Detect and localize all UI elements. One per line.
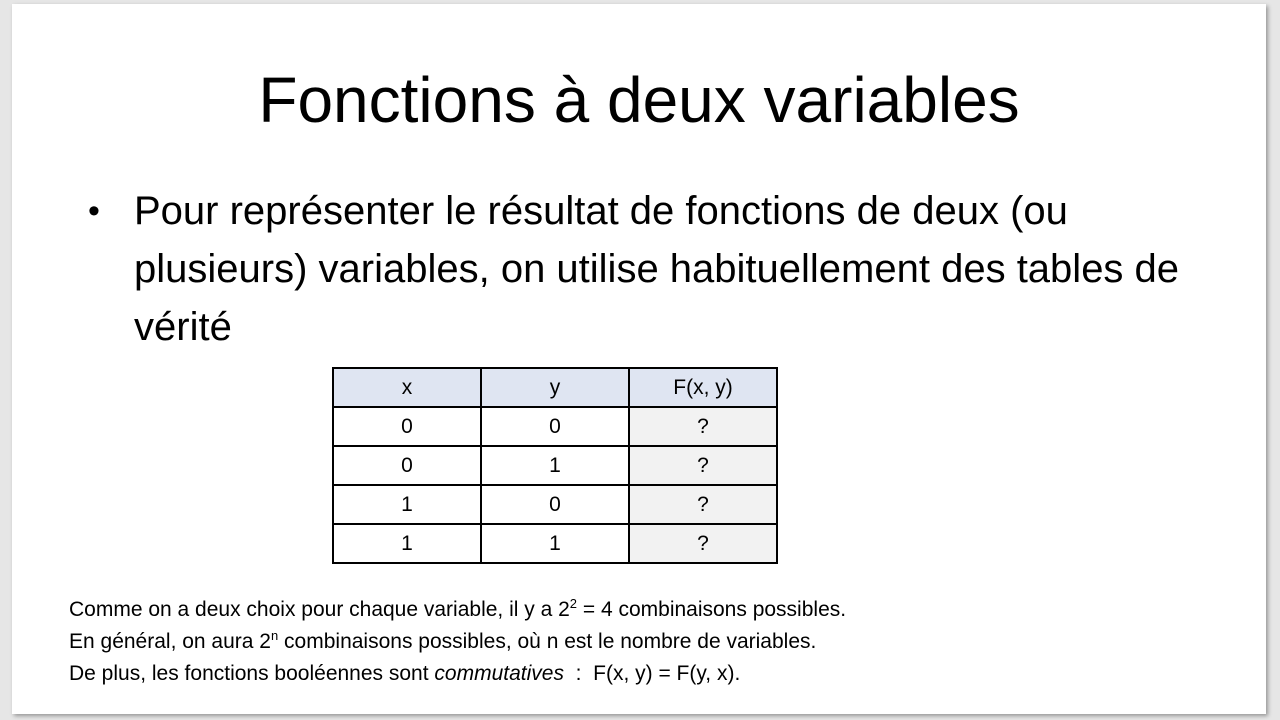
cell-x: 0 <box>333 407 481 446</box>
exponent: n <box>270 628 279 643</box>
note-text: = 4 combinaisons possibles. <box>577 598 847 621</box>
note-text: Comme on a deux choix pour chaque variable, il y a 2 <box>69 598 570 621</box>
header-y: y <box>481 368 629 407</box>
cell-result: ? <box>629 407 777 446</box>
table-row <box>333 446 777 485</box>
slide <box>12 4 1266 714</box>
notes <box>69 594 1169 690</box>
header-x: x <box>333 368 481 407</box>
bullet-dot-icon: • <box>88 192 100 230</box>
table-row <box>333 407 777 446</box>
cell-result: ? <box>629 485 777 524</box>
cell-y: 0 <box>481 485 629 524</box>
note-line-3 <box>69 658 1169 690</box>
table-row <box>333 524 777 563</box>
note-text: En général, on aura 2 <box>69 630 271 653</box>
cell-x: 1 <box>333 524 481 563</box>
cell-y: 1 <box>481 446 629 485</box>
cell-y: 1 <box>481 524 629 563</box>
note-text: De plus, les fonctions booléennes sont <box>69 662 435 685</box>
bullet-point <box>88 182 1198 356</box>
cell-result: ? <box>629 446 777 485</box>
table-row <box>333 485 777 524</box>
cell-y: 0 <box>481 407 629 446</box>
emphasis-word: commutatives <box>434 662 564 685</box>
note-line-1 <box>69 594 1169 626</box>
note-text: combinaisons possibles, où n est le nombre de variables. <box>278 630 817 653</box>
bullet-text: Pour représenter le résultat de fonctions de deux (ou plusieurs) variables, on utilise habituellement des tables de vérité <box>134 189 1180 349</box>
header-f: F(x, y) <box>629 368 777 407</box>
note-line-2 <box>69 626 1169 658</box>
slide-title: Fonctions à deux variables <box>258 64 1020 136</box>
cell-x: 1 <box>333 485 481 524</box>
table-header-row <box>333 368 777 407</box>
cell-x: 0 <box>333 446 481 485</box>
cell-result: ? <box>629 524 777 563</box>
note-text: : F(x, y) = F(y, x). <box>563 662 741 685</box>
exponent: 2 <box>569 596 578 611</box>
truth-table <box>332 367 778 564</box>
